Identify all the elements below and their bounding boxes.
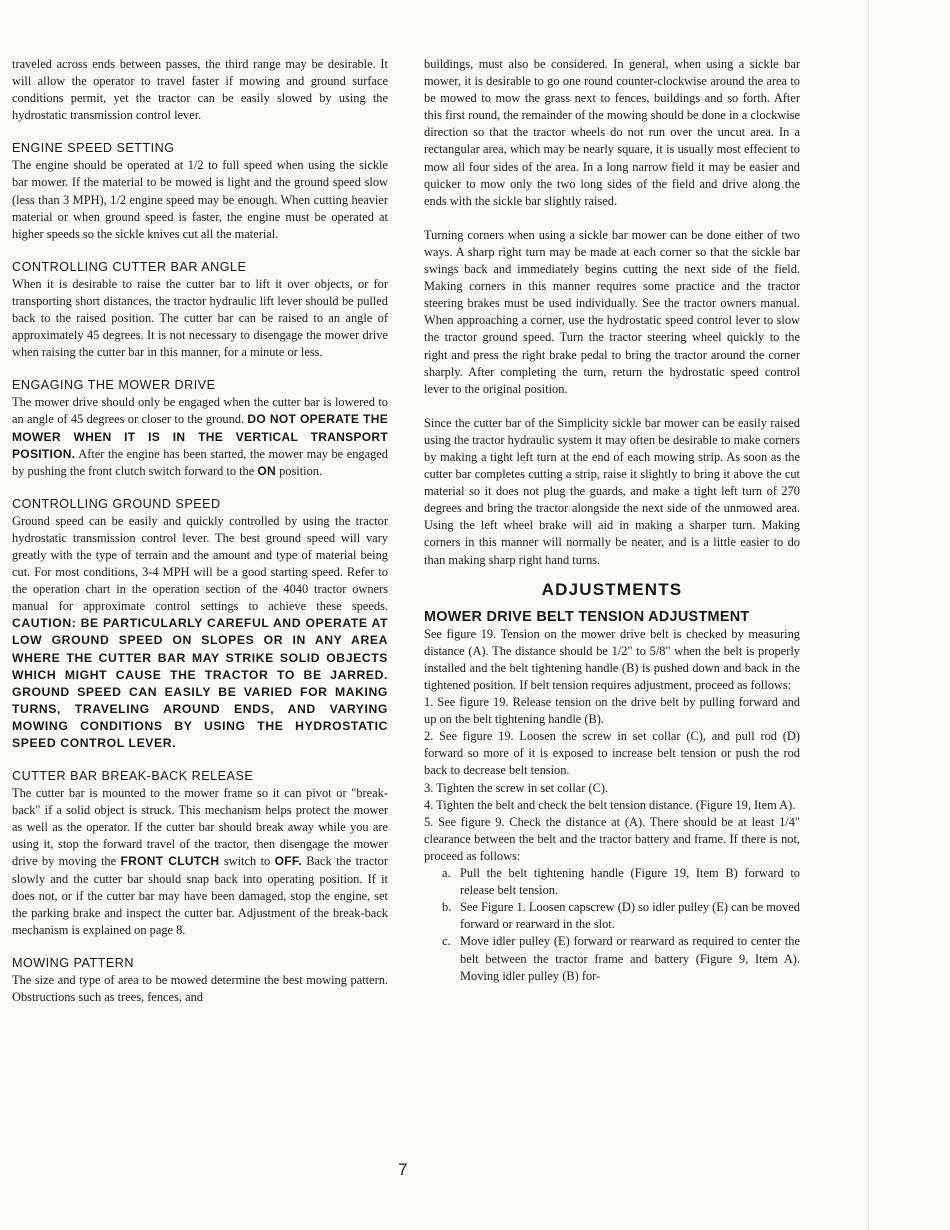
transport-warning: DO NOT OPERATE THE MOWER WHEN IT IS IN THE VERTICAL TRANSPORT POSITION. — [12, 412, 388, 461]
substep-c — [442, 933, 800, 984]
breakback-text-c: Back the tractor slowly and the cutter bar should snap back into operating position. If it does not, or if the cutter bar may have been damaged, stop the engine, set the parking brake and inspect the cutter bar. Adjustment of the break-back mechanism is explained on page 8. — [12, 854, 388, 937]
substep-letter: b. — [442, 900, 452, 915]
turning-corners-paragraph: Turning corners when using a sickle bar mower can be done either of two ways. A sharp right turn may be made at each corner so that the sickle bar swings back and immediately begins cutting the next side of the field. Making corners in this manner requires some practice and the tractor steering brakes must be used individually. See the tractor owners manual. When approaching a corner, use the hydrostatic speed control lever to slow the tractor ground speed. Turn the tractor steering wheel quickly to the right and press the right brake pedal to bring the tractor around the corner sharply. After completing the turn, return the hydrostatic speed control lever to the original position. — [424, 227, 800, 396]
on-position-label: ON — [257, 463, 276, 478]
page-number: 7 — [398, 1160, 408, 1179]
heading-ground-speed: CONTROLLING GROUND SPEED — [12, 496, 221, 511]
cutter-bar-angle-text: When it is desirable to raise the cutter bar to lift it over objects, or for transporting short distances, the tractor hydraulic lift lever should be pulled back to the raised position. The cutter bar can be raised to an angle of approximately 45 degrees. It is not necessary to disengage the mower drive when raising the cutter bar in this manner, for a minute or less. — [12, 276, 388, 360]
engine-speed-text: The engine should be operated at 1/2 to full speed when using the sickle bar mower. If the material to be mowed is light and the ground speed slow (less than 3 MPH), 1/2 engine speed may be enough. When cutting heavier material or when ground speed is faster, the engine must be operated at higher speeds so the sickle knives cut all the material. — [12, 158, 388, 241]
ground-speed-body: Ground speed can be easily and quickly controlled by using the tractor hydrostatic transmission control lever. The best ground speed will vary greatly with the type of terrain and the amount and type of material being cut. For most conditions, 3-4 MPH will be a good starting speed. Refer to the operation chart in the operation section of the 4040 tractor owners manual for approximate control settings to achieve these speeds. — [12, 513, 388, 614]
section-title-adjustments: ADJUSTMENTS — [541, 579, 683, 599]
substep-text: Pull the belt tightening handle (Figure 19, Item B) forward to release belt tension. — [460, 866, 800, 898]
step-4: 4. Tighten the belt and check the belt tension distance. (Figure 19, Item A). — [424, 797, 796, 812]
off-label: OFF. — [274, 854, 302, 869]
mowing-direction-paragraph: buildings, must also be considered. In general, when using a sickle bar mower, it is desirable to go one round counter-clockwise around the area to be mowed to mow the grass next to fences, buildings and so forth. After this first round, the remainder of the mowing should be done in a clockwise direction so that the tractor wheels do not run over the uncut area. In a rectangular area, which may be nearly square, it is usually most effecient to mow all four sides of the area. In a long narrow field it may be easier and quicker to mow only the two long sides of the field and drive along the ends with the sickle bar slightly raised. — [424, 57, 800, 208]
right-column — [424, 56, 800, 985]
heading-belt-tension: MOWER DRIVE BELT TENSION ADJUSTMENT — [424, 608, 750, 625]
intro-paragraph: traveled across ends between passes, the third range may be desirable. It will allow the operator to travel faster if mowing and ground surface conditions permit, yet the tractor can be easily slowed by using the hydrostatic transmission control lever. — [12, 57, 388, 123]
engaging-text-b: After the engine has been started, the mower may be engaged by pushing the front clutch switch forward to the — [12, 446, 388, 478]
engaging-text-c: position. — [275, 463, 323, 478]
left-turn-paragraph: Since the cutter bar of the Simplicity sickle bar mower can be easily raised using the tractor hydraulic system it may often be desirable to make corners by making a tight left turn at the end of each mowing strip. As soon as the cutter bar completes cutting a strip, raise it slightly to bring it above the cut material so it does not plug the guards, and make a tight left turn of 270 degrees and bring the tractor alongside the next side of the unmowed area. Using the left wheel brake will aid in making a sharper turn. Making corners in this manner will normally be neater, and is a little easier to do than making sharp right hand turns. — [424, 415, 800, 567]
front-clutch-label: FRONT CLUTCH — [120, 854, 220, 869]
breakback-text — [12, 785, 388, 939]
heading-cutter-bar-angle: CONTROLLING CUTTER BAR ANGLE — [12, 259, 247, 274]
engaging-text-a: The mower drive should only be engaged when the cutter bar is lowered to an angle of 45 degrees or closer to the ground. — [12, 395, 388, 427]
heading-breakback: CUTTER BAR BREAK-BACK RELEASE — [12, 769, 254, 784]
substep-letter: c. — [442, 934, 451, 949]
caution-warning: CAUTION: BE PARTICULARLY CAREFUL AND OPERATE AT LOW GROUND SPEED ON SLOPES OR IN ANY AREA WHERE THE CUTTER BAR MAY STRIKE SOLID OBJECTS WHICH MIGHT CAUSE THE TRACTOR TO BE JARRED. GROUND SPEED CAN EASILY BE VARIED FOR MAKING TURNS, TRAVELING AROUND ENDS, AND VARYING MOWING CONDITIONS BY USING THE HYDROSTATIC SPEED CONTROL LEVER. — [12, 616, 388, 750]
substep-a — [442, 865, 800, 899]
substep-b — [442, 899, 800, 933]
heading-engine-speed: ENGINE SPEED SETTING — [12, 141, 175, 156]
substep-letter: a. — [442, 866, 451, 881]
ground-speed-text — [12, 513, 388, 752]
belt-tension-intro: See figure 19. Tension on the mower drive belt is checked by measuring distance (A). The distance should be 1/2" to 5/8" when the belt is properly installed and the belt tightening handle (B) is pushed down and back in the tightened position. If belt tension requires adjustment, proceed as follows: — [424, 626, 800, 692]
step-2: 2. See figure 19. Loosen the screw in set collar (C), and pull rod (D) forward so more of it is exposed to increase belt tension or push the rod back to decrease belt tension. — [424, 729, 800, 778]
heading-engaging-drive: ENGAGING THE MOWER DRIVE — [12, 378, 216, 393]
step-5: 5. See figure 9. Check the distance at (A). There should be at least 1/4" clearance between the belt and the tractor battery and frame. If there is not, proceed as follows: — [424, 814, 800, 863]
breakback-text-b: switch to — [219, 854, 275, 869]
substep-text: Move idler pulley (E) forward or rearward as required to center the belt between the tractor frame and battery (Figure 9, Item A). Moving idler pulley (B) for- — [460, 934, 800, 983]
mowing-pattern-text: The size and type of area to be mowed determine the best mowing pattern. Obstructions such as trees, fences, and — [12, 972, 388, 1005]
step-1: 1. See figure 19. Release tension on the drive belt by pulling forward and up on the belt tightening handle (B). — [424, 695, 800, 727]
scan-edge-line — [868, 0, 869, 1230]
heading-mowing-pattern: MOWING PATTERN — [12, 955, 134, 970]
step-3: 3. Tighten the screw in set collar (C). — [424, 780, 609, 795]
substep-text: See Figure 1. Loosen capscrew (D) so idler pulley (E) can be moved forward or rearward in the slot. — [460, 900, 800, 932]
engaging-drive-text — [12, 394, 388, 479]
breakback-text-a: The cutter bar is mounted to the mower frame so it can pivot or "break-back" if a solid object is struck. This mechanism helps protect the mower as well as the operator. If the cutter bar should break away while you are using it, stop the forward travel of the tractor, then disengage the mower drive by moving the — [12, 786, 388, 869]
left-column — [12, 56, 388, 1006]
